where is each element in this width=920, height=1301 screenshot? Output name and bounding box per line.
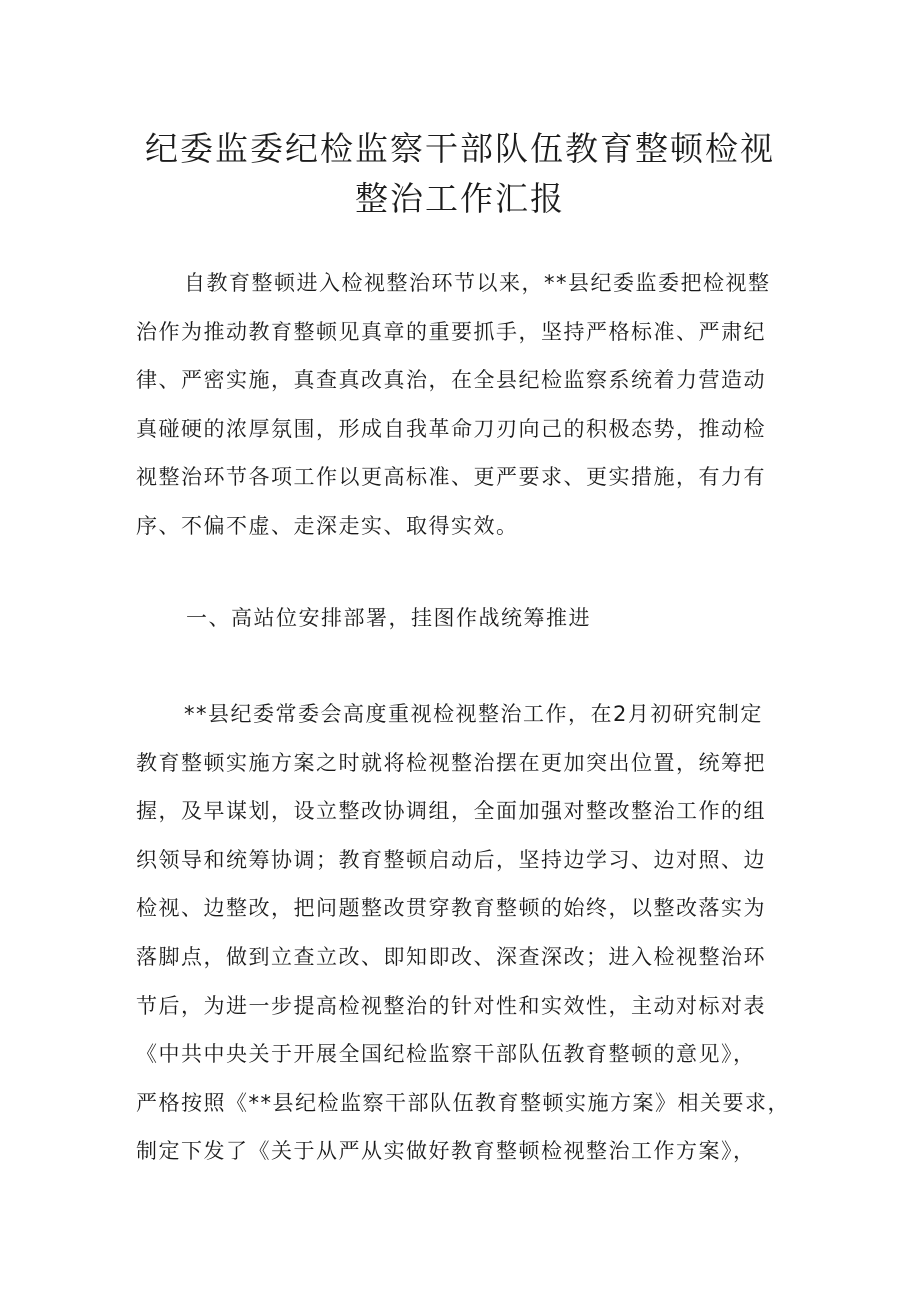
intro-paragraph	[136, 259, 796, 551]
paragraph-line: 织领导和统筹协调；教育整顿启动后，坚持边学习、边对照、边	[136, 847, 766, 872]
paragraph-line: 《中共中央关于开展全国纪检监察干部队伍教育整顿的意见》，	[136, 1042, 756, 1067]
paragraph-line: 检视、边整改，把问题整改贯穿教育整顿的始终，以整改落实为	[136, 896, 766, 921]
paragraph-line: 律、严密实施，真查真改真治，在全县纪检监察系统着力营造动	[136, 368, 766, 393]
paragraph-line: 真碰硬的浓厚氛围，形成自我革命刀刃向己的积极态势，推动检	[136, 416, 766, 441]
paragraph-line: 制定下发了《关于从严从实做好教育整顿检视整治工作方案》，	[136, 1139, 756, 1164]
paragraph-line: 序、不偏不虚、走深走实、取得实效。	[136, 513, 519, 538]
paragraph-line: 落脚点，做到立查立改、即知即改、深查深改；进入检视整治环	[136, 944, 766, 969]
paragraph-line: **县纪委常委会高度重视检视整治工作，在2月初研究制定	[184, 702, 763, 726]
section-1-paragraph	[136, 690, 796, 1176]
paragraph-line: 节后，为进一步提高检视整治的针对性和实效性，主动对标对表	[136, 993, 766, 1018]
document-title	[60, 124, 860, 224]
paragraph-line: 自教育整顿进入检视整治环节以来，**县纪委监委把检视整	[184, 271, 771, 295]
paragraph-line: 握，及早谋划，设立整改协调组，全面加强对整改整治工作的组	[136, 799, 766, 824]
section-heading-1: 一、高站位安排部署，挂图作战统筹推进	[186, 606, 591, 630]
paragraph-line: 治作为推动教育整顿见真章的重要抓手，坚持严格标准、严肃纪	[136, 319, 766, 344]
paragraph-line: 教育整顿实施方案之时就将检视整治摆在更加突出位置，统筹把	[136, 750, 766, 775]
title-line-1: 纪委监委纪检监察干部队伍教育整顿检视	[145, 129, 775, 168]
paragraph-line: 视整治环节各项工作以更高标准、更严要求、更实措施，有力有	[136, 465, 766, 490]
paragraph-line: 严格按照《**县纪检监察干部队伍教育整顿实施方案》相关要求，	[136, 1090, 790, 1115]
title-line-2: 整治工作汇报	[355, 179, 565, 218]
